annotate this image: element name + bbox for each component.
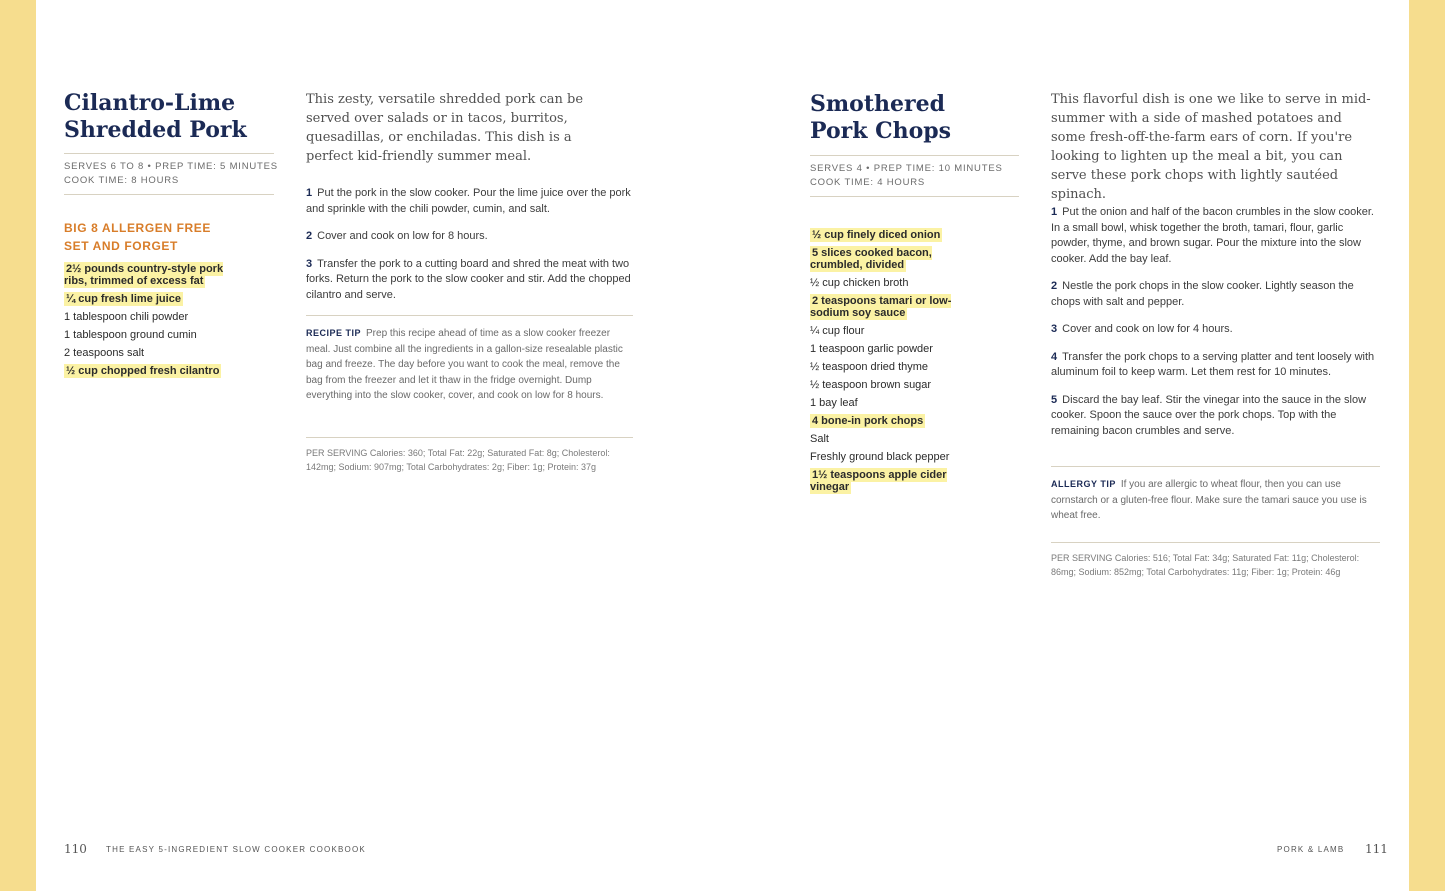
step-number: 3 bbox=[306, 257, 313, 270]
ingredient-item bbox=[810, 397, 980, 409]
ingredient-text: Freshly ground black pepper bbox=[810, 451, 950, 463]
title-line-2: Pork Chops bbox=[810, 118, 952, 144]
recipe-labels bbox=[64, 219, 211, 255]
ingredient-text: 4 bone-in pork chops bbox=[812, 415, 924, 427]
step-text: Transfer the pork to a cutting board and shred the meat with two forks. Return the pork to the slow cooker and stir. Add the chopped cilantro and serve. bbox=[306, 257, 631, 301]
step-item bbox=[1051, 350, 1380, 381]
step-item bbox=[306, 257, 632, 304]
tip-label: RECIPE TIP bbox=[306, 328, 362, 338]
ingredient-text: ½ teaspoon dried thyme bbox=[810, 361, 929, 373]
step-text: Cover and cook on low for 4 hours. bbox=[1062, 323, 1233, 335]
step-number: 1 bbox=[306, 187, 313, 199]
step-item bbox=[1051, 279, 1380, 310]
ingredient-text: 5 slices cooked bacon, crumbled, divided bbox=[810, 247, 932, 271]
label-allergen-free: BIG 8 ALLERGEN FREE bbox=[64, 221, 211, 235]
ingredient-list-right bbox=[810, 229, 980, 499]
tip-label: ALLERGY TIP bbox=[1051, 479, 1116, 489]
ingredient-list-left bbox=[64, 263, 239, 383]
recipe-title-left bbox=[64, 90, 284, 144]
ingredient-item bbox=[64, 365, 239, 377]
step-item bbox=[1051, 322, 1380, 338]
ingredient-item bbox=[64, 329, 239, 341]
step-item bbox=[1051, 205, 1380, 267]
nutrition-info-right: PER SERVING Calories: 516; Total Fat: 34g; Saturated Fat: 11g; Cholesterol: 86mg; Sodium: 852mg; Total Carbohydrates: 11g; Fiber: 1g; Protein: 46g bbox=[1051, 542, 1380, 579]
ingredient-item bbox=[810, 247, 980, 271]
recipe-intro-right: This flavorful dish is one we like to serve in mid-summer with a side of mashed potatoes and some fresh-off-the-farm ears of corn. If you're looking to lighten up the meal a bit, you can serve these pork chops with lightly sautéed spinach. bbox=[1051, 92, 1371, 202]
steps-list-right bbox=[1051, 205, 1380, 451]
ingredient-item bbox=[810, 379, 980, 391]
ingredient-item bbox=[64, 263, 239, 287]
label-set-and-forget: SET AND FORGET bbox=[64, 239, 178, 253]
ingredient-item bbox=[810, 229, 980, 241]
title-line-1: Smothered bbox=[810, 91, 945, 117]
step-text: Put the onion and half of the bacon crumbles in the slow cooker. In a small bowl, whisk together the broth, tamari, flour, garlic powder, thyme, and brown sugar. Pour the mixture into the slow cooker. Add the bay leaf. bbox=[1051, 206, 1374, 265]
step-text: Cover and cook on low for 8 hours. bbox=[317, 230, 488, 242]
meta-line-2: COOK TIME: 8 HOURS bbox=[64, 175, 180, 186]
ingredient-item bbox=[810, 361, 980, 373]
title-line-1: Cilantro-Lime bbox=[64, 90, 236, 116]
steps-list-left bbox=[306, 186, 632, 315]
ingredient-text: ¼ cup flour bbox=[810, 325, 865, 337]
step-text: Discard the bay leaf. Stir the vinegar into the sauce in the slow cooker. Spoon the sauce over the pork chops. Top with the remaining bacon crumbles and serve. bbox=[1051, 393, 1367, 437]
ingredient-text: 1 bay leaf bbox=[810, 397, 858, 409]
ingredient-item bbox=[810, 277, 980, 289]
running-head-left: THE EASY 5-INGREDIENT SLOW COOKER COOKBOOK bbox=[106, 845, 366, 854]
ingredient-item bbox=[810, 415, 980, 427]
step-number: 4 bbox=[1051, 350, 1058, 363]
meta-line-1: SERVES 4 • PREP TIME: 10 MINUTES bbox=[810, 163, 1003, 174]
ingredient-text: 2 teaspoons salt bbox=[64, 347, 145, 359]
page-number-right: 111 bbox=[1365, 842, 1388, 856]
ingredient-text: 2½ pounds country-style pork ribs, trimmed of excess fat bbox=[64, 263, 224, 287]
ingredient-text: ½ teaspoon brown sugar bbox=[810, 379, 932, 391]
ingredient-item bbox=[64, 311, 239, 323]
ingredient-text: Salt bbox=[810, 433, 829, 445]
title-line-2: Shredded Pork bbox=[64, 117, 247, 143]
tip-text: If you are allergic to wheat flour, then you can use cornstarch or a gluten-free flour. Make sure the tamari sauce you use is wheat free. bbox=[1051, 479, 1367, 521]
ingredient-text: ½ cup chopped fresh cilantro bbox=[66, 365, 220, 377]
step-item bbox=[306, 229, 632, 245]
step-number: 2 bbox=[1051, 280, 1058, 292]
recipe-meta-left bbox=[64, 153, 278, 195]
meta-line-2: COOK TIME: 4 HOURS bbox=[810, 177, 926, 188]
nutrition-info-left: PER SERVING Calories: 360; Total Fat: 22g; Saturated Fat: 8g; Cholesterol: 142mg; Sodium: 907mg; Total Carbohydrates: 2g; Fiber: 1g; Protein: 37g bbox=[306, 437, 633, 474]
step-item bbox=[1051, 393, 1380, 440]
meta-line-1: SERVES 6 TO 8 • PREP TIME: 5 MINUTES bbox=[64, 161, 278, 172]
recipe-title-right bbox=[810, 91, 1020, 145]
ingredient-item bbox=[810, 295, 980, 319]
step-text: Put the pork in the slow cooker. Pour the lime juice over the pork and sprinkle with the chili powder, cumin, and salt. bbox=[306, 187, 631, 215]
ingredient-text: 2 teaspoons tamari or low-sodium soy sauce bbox=[810, 295, 952, 319]
ingredient-text: ½ cup chicken broth bbox=[810, 277, 909, 289]
step-text: Transfer the pork chops to a serving platter and tent loosely with aluminum foil to keep warm. Let them rest for 10 minutes. bbox=[1051, 350, 1375, 378]
page-edge-right bbox=[1409, 0, 1445, 891]
page-number-left: 110 bbox=[64, 842, 87, 856]
ingredient-item bbox=[810, 343, 980, 355]
page-edge-left bbox=[0, 0, 36, 891]
recipe-tip-box bbox=[306, 315, 633, 404]
ingredient-text: 1½ teaspoons apple cider vinegar bbox=[810, 469, 947, 493]
step-item bbox=[306, 186, 632, 217]
ingredient-item bbox=[64, 293, 239, 305]
ingredient-item bbox=[810, 469, 980, 493]
recipe-intro-left: This zesty, versatile shredded pork can be served over salads or in tacos, burritos, quesadillas, or enchiladas. This dish is a perfect kid-friendly summer meal. bbox=[306, 92, 584, 164]
recipe-meta-right bbox=[810, 155, 1019, 197]
ingredient-item bbox=[810, 433, 980, 445]
step-number: 5 bbox=[1051, 393, 1058, 406]
ingredient-text: ¼ cup fresh lime juice bbox=[66, 293, 181, 305]
ingredient-text: 1 tablespoon ground cumin bbox=[64, 329, 197, 341]
ingredient-text: 1 teaspoon garlic powder bbox=[810, 343, 933, 355]
allergy-tip-box bbox=[1051, 466, 1380, 524]
step-number: 3 bbox=[1051, 323, 1058, 335]
ingredient-text: 1 tablespoon chili powder bbox=[64, 311, 189, 323]
running-head-right: PORK & LAMB bbox=[1277, 845, 1345, 854]
ingredient-item bbox=[810, 325, 980, 337]
step-text: Nestle the pork chops in the slow cooker. Lightly season the chops with salt and pepper. bbox=[1051, 280, 1354, 308]
ingredient-item bbox=[810, 451, 980, 463]
step-number: 1 bbox=[1051, 206, 1058, 218]
tip-text: Prep this recipe ahead of time as a slow cooker freezer meal. Just combine all the ingredients in a gallon-size resealable plastic bag and freeze. The day before you want to cook the meal, remove the bag from the freezer and let it thaw in the fridge overnight. Dump everything into the slow cooker, cover, and cook on low for 8 hours. bbox=[306, 328, 623, 401]
ingredient-item bbox=[64, 347, 239, 359]
ingredient-text: ½ cup finely diced onion bbox=[812, 229, 941, 241]
step-number: 2 bbox=[306, 230, 313, 242]
